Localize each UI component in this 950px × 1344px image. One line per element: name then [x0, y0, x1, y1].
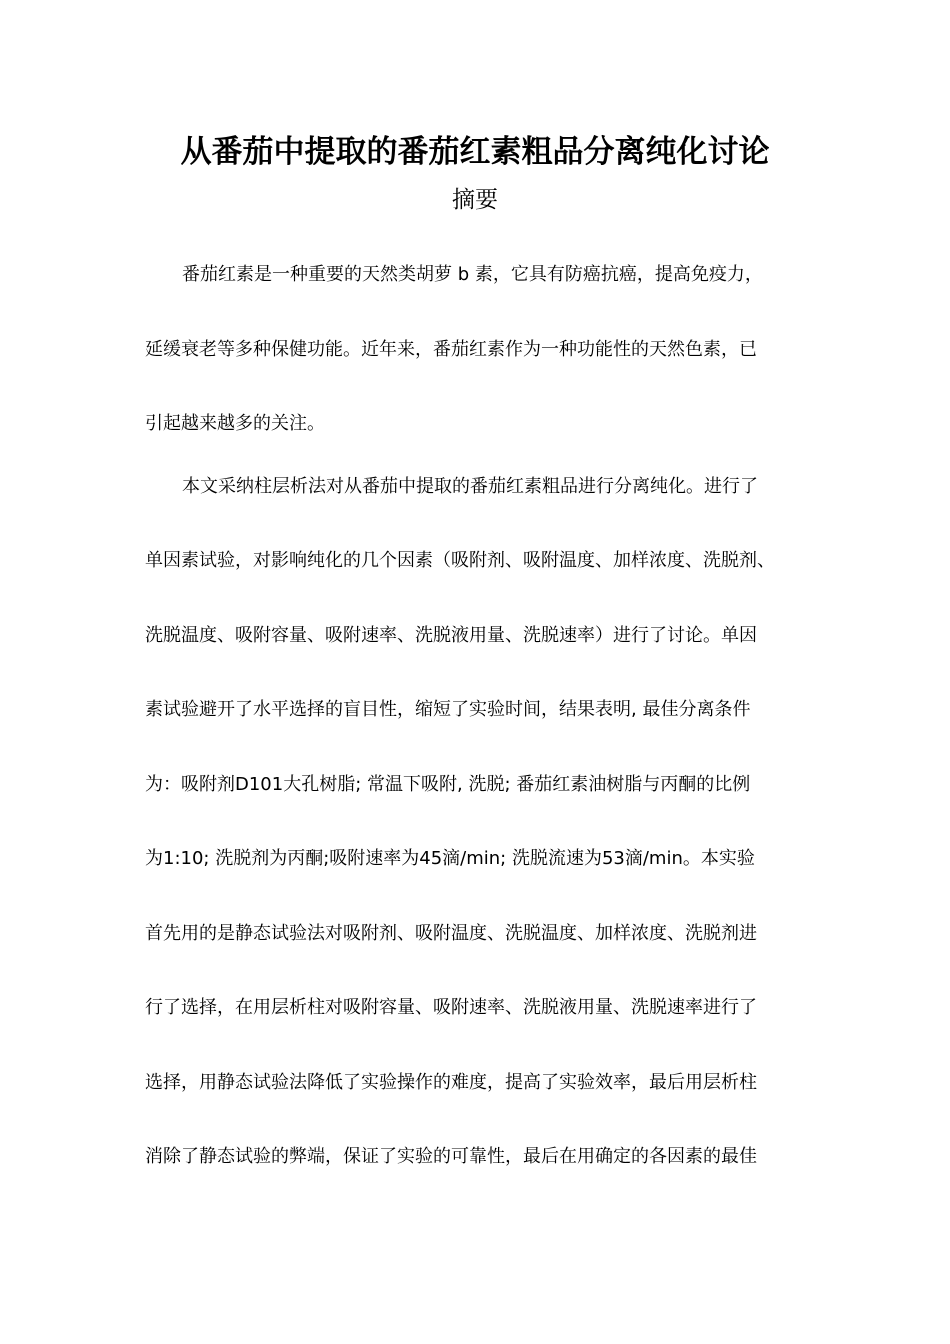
paragraph2-line: 素试验避开了水平选择的盲目性，缩短了实验时间，结果表明, 最佳分离条件 — [145, 699, 751, 720]
paragraph1-line: 延缓衰老等多种保健功能。近年来，番茄红素作为一种功能性的天然色素，已 — [145, 339, 757, 360]
paragraph2-line: 消除了静态试验的弊端，保证了实验的可靠性，最后在用确定的各因素的最佳 — [145, 1146, 757, 1167]
paragraph2-line: 单因素试验，对影响纯化的几个因素（吸附剂、吸附温度、加样浓度、洗脱剂、 — [145, 550, 775, 571]
document-title: 从番茄中提取的番茄红素粗品分离纯化讨论 — [180, 134, 770, 170]
paragraph2-line: 首先用的是静态试验法对吸附剂、吸附温度、洗脱温度、加样浓度、洗脱剂进 — [145, 923, 757, 944]
paragraph2-line: 为：吸附剂D101大孔树脂; 常温下吸附, 洗脱; 番茄红素油树脂与丙酮的比例 — [145, 774, 751, 795]
paragraph2-line: 为1:10; 洗脱剂为丙酮;吸附速率为45滴/min; 洗脱流速为53滴/min。本实验 — [145, 848, 755, 869]
paragraph2-line: 行了选择，在用层析柱对吸附容量、吸附速率、洗脱液用量、洗脱速率进行了 — [145, 997, 757, 1018]
paragraph1-line: 番茄红素是一种重要的天然类胡萝 b 素，它具有防癌抗癌，提高免疫力， — [182, 264, 763, 285]
abstract-heading: 摘要 — [452, 187, 498, 213]
paragraph2-line: 选择，用静态试验法降低了实验操作的难度，提高了实验效率，最后用层析柱 — [145, 1072, 757, 1093]
paragraph1-line: 引起越来越多的关注。 — [145, 413, 325, 434]
paragraph2-line: 本文采纳柱层析法对从番茄中提取的番茄红素粗品进行分离纯化。进行了 — [182, 476, 758, 497]
paragraph2-line: 洗脱温度、吸附容量、吸附速率、洗脱液用量、洗脱速率）进行了讨论。单因 — [145, 625, 757, 646]
